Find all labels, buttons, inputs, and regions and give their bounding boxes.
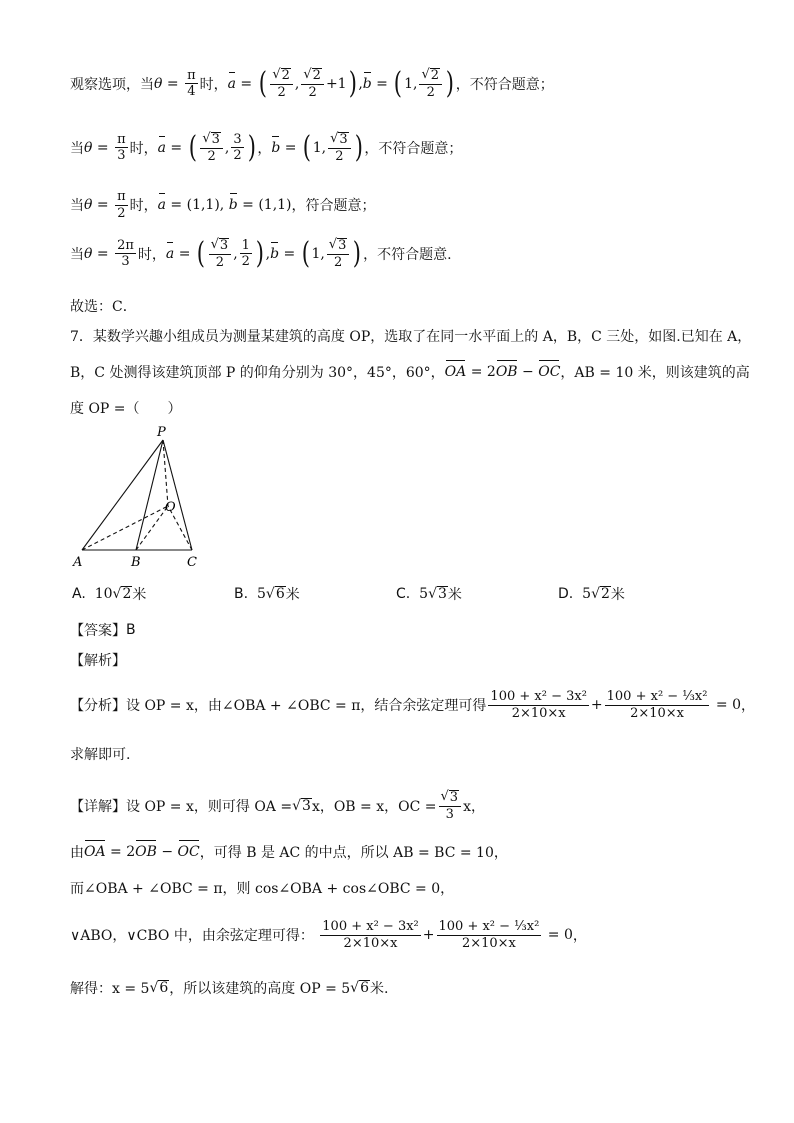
detail-line-4: ∨ABO，∨CBO 中，由余弦定理可得： $\frac{\text{100 + x² − 3x²}}{2\times 10\times x}$ + $\frac{\text{100 + x² − ⅓x²}}{2\times 10\times x}$ = 0 ， — [70, 919, 587, 951]
label-P: P — [157, 425, 166, 440]
edge-PA — [82, 440, 163, 550]
edge-BO — [136, 506, 168, 550]
detail-line-1: 【详解】 设 OP = x，则可得 OA = √ 3 x，OB = x，OC = √ 3 3 x， — [70, 789, 485, 823]
edge-AO — [82, 506, 168, 550]
analysis-line-2: 求解即可. — [70, 747, 131, 763]
cosine-fraction-1: $\frac{\text{100 + x² − 3x²}}{2\times 10\times x}$ — [490, 689, 587, 721]
edge-PB — [136, 440, 163, 550]
option-c[interactable]: C. 5√ 3 米 — [396, 585, 462, 603]
pi-over-3: $\frac{\pi}{3}$ — [117, 131, 126, 164]
theta-symbol: θ — [154, 75, 163, 92]
detail-line-5: 解得：x = 5 √ 6 ，所以该建筑的高度 OP = 5 √ 6 米. — [70, 979, 389, 997]
answer-line — [70, 620, 136, 640]
option-a[interactable]: A. 10√ 2 米 — [72, 585, 147, 603]
choose-line: 故选：C． — [70, 299, 137, 315]
pi-over-4: $\frac{\pi}{4}$ — [187, 67, 196, 100]
solution-line-4: 当 θ = $\frac{2\pi}{3}$ 时， a = ( √ 3 2 , $\frac{1}{2}$ ) , b = ( 1, √ 3 2 ) ，不符合题意. — [70, 235, 452, 271]
analysis-heading: 【解析】 — [70, 653, 126, 669]
question-line-3: 度 OP =（ ） — [70, 401, 182, 417]
question-line-1: 7．某数学兴趣小组成员为测量某建筑的高度 OP，选取了在同一水平面上的 A，B，C 三处，如图.已知在 A， — [70, 329, 752, 345]
option-b[interactable]: B. 5√ 6 米 — [234, 585, 300, 603]
two-pi-over-3: $\frac{2\pi}{3}$ — [117, 237, 134, 270]
question-line-2: B，C 处测得该建筑顶部 P 的仰角分别为 30°，45°，60°， OA = 2OB − OC ，AB = 10 米，则该建筑的高 — [70, 364, 750, 381]
answer-tag: 【答案】 — [70, 623, 126, 639]
label-A: A — [73, 555, 83, 570]
option-d[interactable]: D. 5√ 2 米 — [558, 585, 625, 603]
vector-b: b — [362, 75, 372, 92]
answer-value: B — [126, 622, 136, 638]
label-B: B — [131, 555, 141, 570]
edge-PC — [163, 440, 192, 550]
solution-line-3: 当 θ = $\frac{\pi}{2}$ 时， a = (1,1), b = (1,1) ，符合题意； — [70, 189, 376, 221]
line1-lead: 观察选项，当 — [70, 76, 154, 93]
analysis-line-1: 【分析】 设 OP = x，由∠OBA + ∠OBC = π，结合余弦定理可得 $\frac{\text{100 + x² − 3x²}}{2\times 10\times x}$ + $\frac{\text{100 + x² − ⅓x²}}{2\times 10\times x}$ = 0 ， — [70, 689, 756, 721]
solution-line-2: 当 θ = $\frac{\pi}{3}$ 时， a = ( √ 3 2 , $\frac{3}{2}$ ) ， b = ( 1, √ 3 2 ) ，不符合题意； — [70, 129, 463, 165]
label-O: O — [165, 500, 176, 515]
solution-line-1: 观察选项，当 θ = $\frac{\pi}{4}$ 时， a = ( √ 2 2 , √ 2 2 +1 ) , b = ( 1, √ 2 2 ) ，不符合题意； — [70, 65, 554, 101]
label-C: C — [187, 555, 197, 570]
vector-a: a — [227, 75, 236, 92]
pyramid-figure — [70, 422, 210, 572]
pi-over-2: $\frac{\pi}{2}$ — [117, 189, 126, 221]
vector-relation: OA = 2OB − OC — [444, 364, 561, 380]
cosine-fraction-2: $\frac{\text{100 + x² − ⅓x²}}{2\times 10\times x}$ — [606, 689, 708, 721]
detail-line-3: 而∠OBA + ∠OBC = π，则 cos∠OBA + cos∠OBC = 0， — [70, 881, 455, 897]
line1-verdict: ，不符合题意； — [455, 76, 554, 93]
detail-line-2: 由 OA = 2OB − OC ，可得 B 是 AC 的中点，所以 AB = BC = 10， — [70, 844, 508, 861]
